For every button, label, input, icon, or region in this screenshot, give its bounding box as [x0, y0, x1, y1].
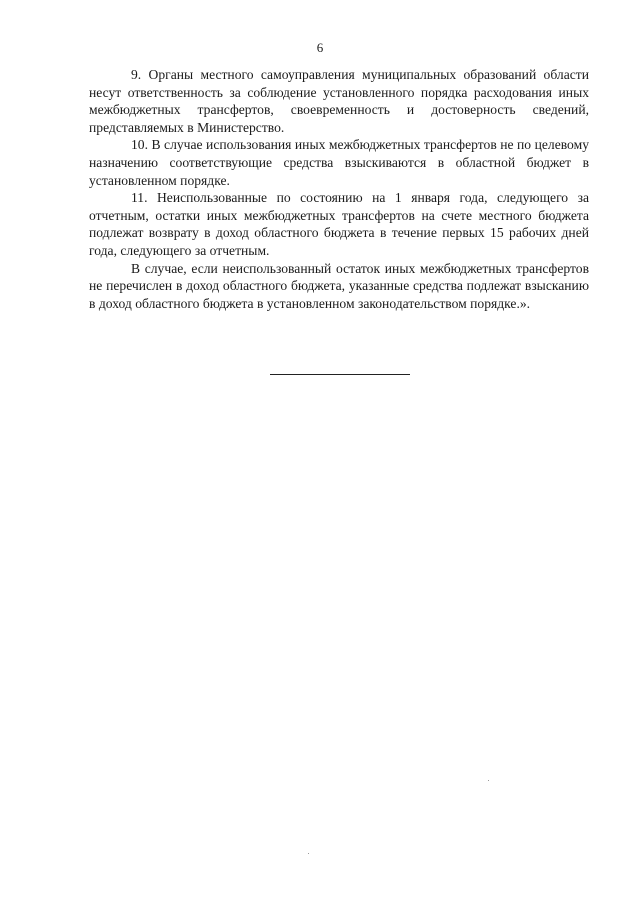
- page-number: 6: [316, 40, 324, 55]
- document-body: [89, 66, 589, 312]
- paragraph-11: 11. Неиспользованные по состоянию на 1 января года, следующего за отчетным, остатки иных межбюджетных трансфертов на счете местного бюджета подлежат возврату в доход областного бюджета в течение первых 15 рабочих дней года, следующего за отчетным.: [89, 190, 589, 258]
- end-divider-line: [270, 374, 410, 375]
- scan-speck: [308, 853, 309, 854]
- paragraph-11-continuation: В случае, если неиспользованный остаток иных межбюджетных трансфертов не перечислен в доход областного бюджета, указанные средства подлежат взысканию в доход областного бюджета в установленном законодательством порядке.».: [89, 260, 589, 311]
- scan-speck: [488, 780, 489, 781]
- paragraph-10: 10. В случае использования иных межбюджетных трансфертов не по целевому назначению соответствующие средства взыскиваются в областной бюджет в установленном порядке.: [89, 137, 589, 188]
- paragraph-9: 9. Органы местного самоуправления муниципальных образований области несут ответственность за соблюдение установленного порядка расходования иных межбюджетных трансфертов, своевременность и достоверность сведений, представляемых в Министерство.: [89, 67, 589, 135]
